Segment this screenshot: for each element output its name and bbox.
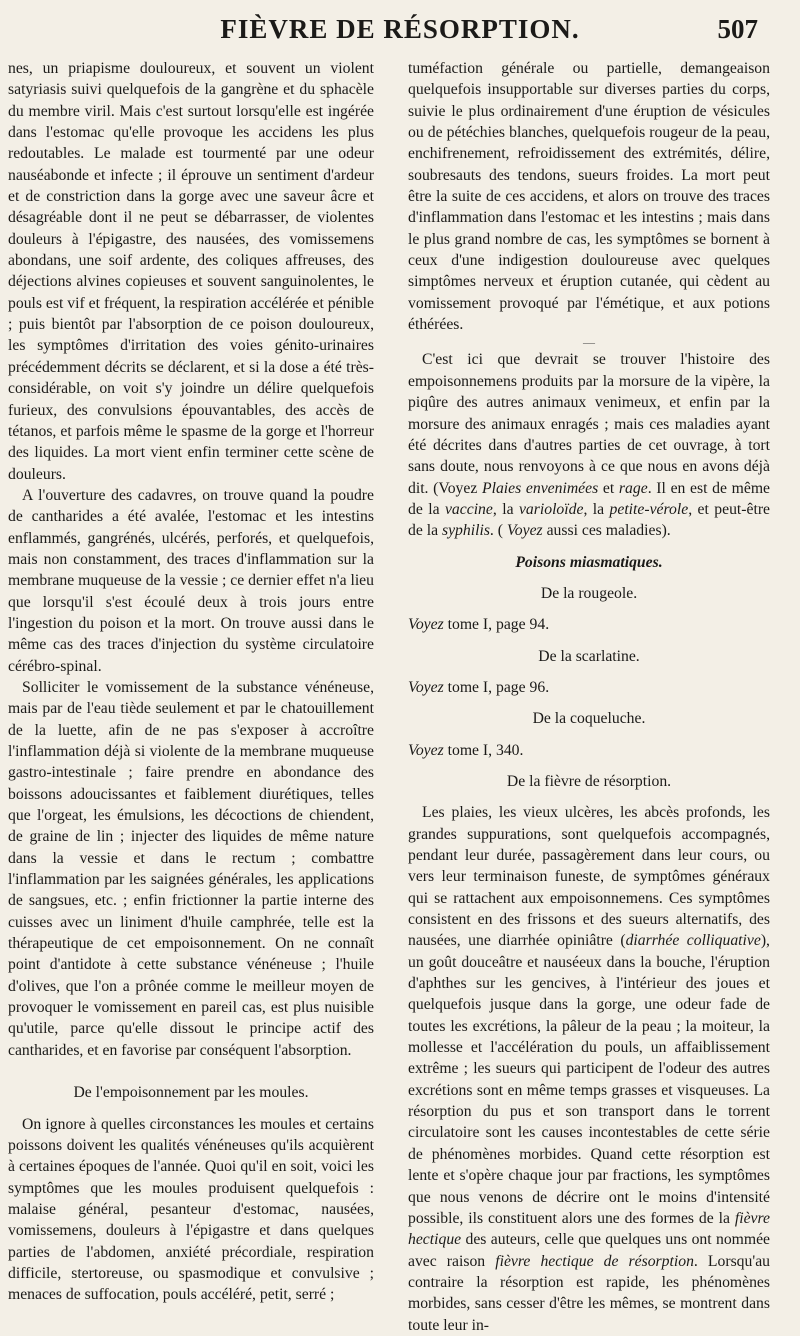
- paragraph-cantharides-symptoms: nes, un priapisme douloureux, et souvent un violent satyriasis suivi quelquefois de la gangrène et du sphacèle du membre viril. Mais c'est surtout lorsqu'elle est ingérée dans l'estomac qu'elle provoque les accidens les plus redoutables. Le malade est tourmenté par une odeur nauséabonde et infecte ; il éprouve un sentiment d'ardeur et de constriction dans la gorge avec une saveur âcre et désagréable dont il ne peut se débarrasser, de violentes douleurs à l'épigastre, des nausées, des vomissemens abondans, une soif ardente, des coliques affreuses, des déjections alvines copieuses et souvent sanguinolentes, le pouls est vif et fréquent, la respiration accélérée et pénible ; puis bientôt par l'absorption de ce poison douloureux, les symptômes d'irritation des voies génito-urinaires précédemment décrits se déclarent, et si la dose a été très-considérable, on voit s'y joindre un délire quelquefois furieux, des convulsions épouvantables, des accès de tétanos, et parfois même le spasme de la gorge et l'horreur des liquides. La mort vient enfin terminer cette scène de douleurs.: [8, 60, 374, 483]
- reference-scarlatine: Voyez tome I, page 96.: [408, 678, 550, 696]
- left-column: [8, 58, 374, 1306]
- section-heading-poisons-miasmatiques: Poisons miasmatiques.: [515, 553, 663, 571]
- paragraph-resorption: Les plaies, les vieux ulcères, les abcès profonds, les grandes suppurations, sont quelquefois accompagnés, pendant leur durée, passagèrement dans leur cours, ou vers leur terminaison funeste, de symptômes généraux qui se rattachent aux empoisonnemens. Ces symptômes consistent en des frissons et des sueurs alternatifs, des nausées, une diarrhée opiniâtre (diarrhée colliquative), un goût douceâtre et nauséeux dans la bouche, l'éruption d'aphthes sur les gencives, à l'intérieur des joues et quelquefois jusque dans la gorge, une odeur fade de toutes les excrétions, la pâleur de la peau ; la moiteur, la mollesse et l'accélération du pouls, un affaiblissement extrême ; les sueurs qui participent de l'odeur des autres excrétions sont en même temps grasses et visqueuses. La résorption du pus et son transport dans le torrent circulatoire sont les causes incontestables de cette série de phénomènes morbides. Quand cette résorption est lente et s'opère chaque jour par fractions, les symptômes que nous venons de décrire ont le moins d'intensité possible, ils constituent alors une des formes de la fièvre hectique des auteurs, celle que quelques uns ont nommée avec raison fièvre hectique de résorption. Lorsqu'au contraire la résorption est rapide, les phénomènes morbides, sans cesser d'être les mêmes, se montrent dans toute leur in-: [408, 804, 770, 1334]
- reference-rougeole: Voyez tome I, page 94.: [408, 616, 550, 634]
- reference-coqueluche: Voyez tome I, 340.: [408, 741, 524, 759]
- section-heading-resorption: De la fièvre de résorption.: [506, 772, 672, 790]
- right-column: [408, 58, 770, 1336]
- paragraph-autopsy: A l'ouverture des cadavres, on trouve quand la poudre de cantharides a été avalée, l'estomac et les intestins enflammés, gangrénés, ulcérés, perforés, et quelquefois, mais non constamment, des traces d'inflammation sur la membrane muqueuse de la vessie ; ce dernier effet n'a lieu que lorsqu'il s'est écoulé deux à trois jours entre l'ingestion du poison et la mort. On trouve aussi dans le même cas des traces d'injection du système circulatoire cérébro-spinal.: [8, 486, 374, 675]
- paragraph-treatment: Solliciter le vomissement de la substance vénéneuse, mais par de l'eau tiède seulement et par le chatouillement de la luette, afin de ne pas s'exposer à accroître l'inflammation déjà si violente de la membrane muqueuse gastro-intestinale ; faire prendre en abondance des boissons adoucissantes et faiblement diurétiques, telles que l'orgeat, les émulsions, les décoctions de chiendent, de graine de lin ; injecter des liquides de même nature dans la vessie et dans le rectum ; combattre l'inflammation par les saignées générales, les applications de sangsues, etc. ; enfin frictionner la partie interne des cuisses avec un liniment d'huile camphrée, telle est la thérapeutique de cet empoisonnement. On ne connaît point d'antidote à cette substance vénéneuse ; l'huile d'olives, que l'on a prônée comme le meilleur moyen de provoquer le vomissement en pareil cas, est plus nuisible qu'utile, parce qu'elle dissout le principe actif des cantharides, et en favorise par conséquent l'absorption.: [8, 678, 374, 1059]
- section-heading-rougeole: De la rougeole.: [540, 584, 638, 602]
- running-title: FIÈVRE DE RÉSORPTION.: [220, 14, 580, 44]
- page-number: 507: [717, 14, 758, 44]
- paragraph-moules: On ignore à quelles circonstances les moules et certains poissons doivent les qualités vénéneuses qu'ils acquièrent à certaines époques de l'année. Quoi qu'il en soit, voici les symptômes que les moules produisent quelquefois : malaise général, pesanteur d'estomac, nausées, vomissemens, douleurs à l'épigastre et dans quelques parties de l'abdomen, anxiété précordiale, respiration difficile, stertoreuse, ou spasmodique et convulsive ; menaces de suffocation, pouls accéléré, petit, serré ;: [8, 1115, 374, 1304]
- paragraph-moules-continued: tuméfaction générale ou partielle, demangeaison quelquefois insupportable sur diverses parties du corps, suivie le plus ordinairement d'une éruption de vésicules ou de pétéchies blanches, quelquefois rougeur de la peau, enchifrenement, refroidissement des extrémités, délire, soubresauts des tendons, sueurs froides. La mort peut être la suite de ces accidens, et alors on trouve des traces d'inflammation dans l'estomac et les intestins ; mais dans le plus grand nombre de cas, les symptômes se bornent à ceux d'une indigestion douloureuse avec quelques simptômes nerveux et éruption cutanée, qui cèdent au vomissement provoqué par l'émétique, et aux potions éthérées.: [408, 60, 770, 334]
- separator: —: [583, 335, 595, 350]
- page-header: [0, 14, 800, 54]
- section-heading-moules: De l'empoisonnement par les moules.: [73, 1084, 309, 1102]
- section-heading-scarlatine: De la scarlatine.: [538, 647, 640, 665]
- section-heading-coqueluche: De la coqueluche.: [532, 710, 646, 728]
- paragraph-venoms: C'est ici que devrait se trouver l'histoire des empoisonnemens produits par la morsure de la vipère, la piqûre des autres animaux venimeux, et enfin par la morsure des animaux enragés ; mais ces maladies ayant été décrites dans d'autres parties de cet ouvrage, à tort sans doute, nous renvoyons à ce que nous en avons déjà dit. (Voyez Plaies envenimées et rage. Il en est de même de la vaccine, la varioloïde, la petite-vérole, et peut-être de la syphilis. ( Voyez aussi ces maladies).: [408, 351, 771, 540]
